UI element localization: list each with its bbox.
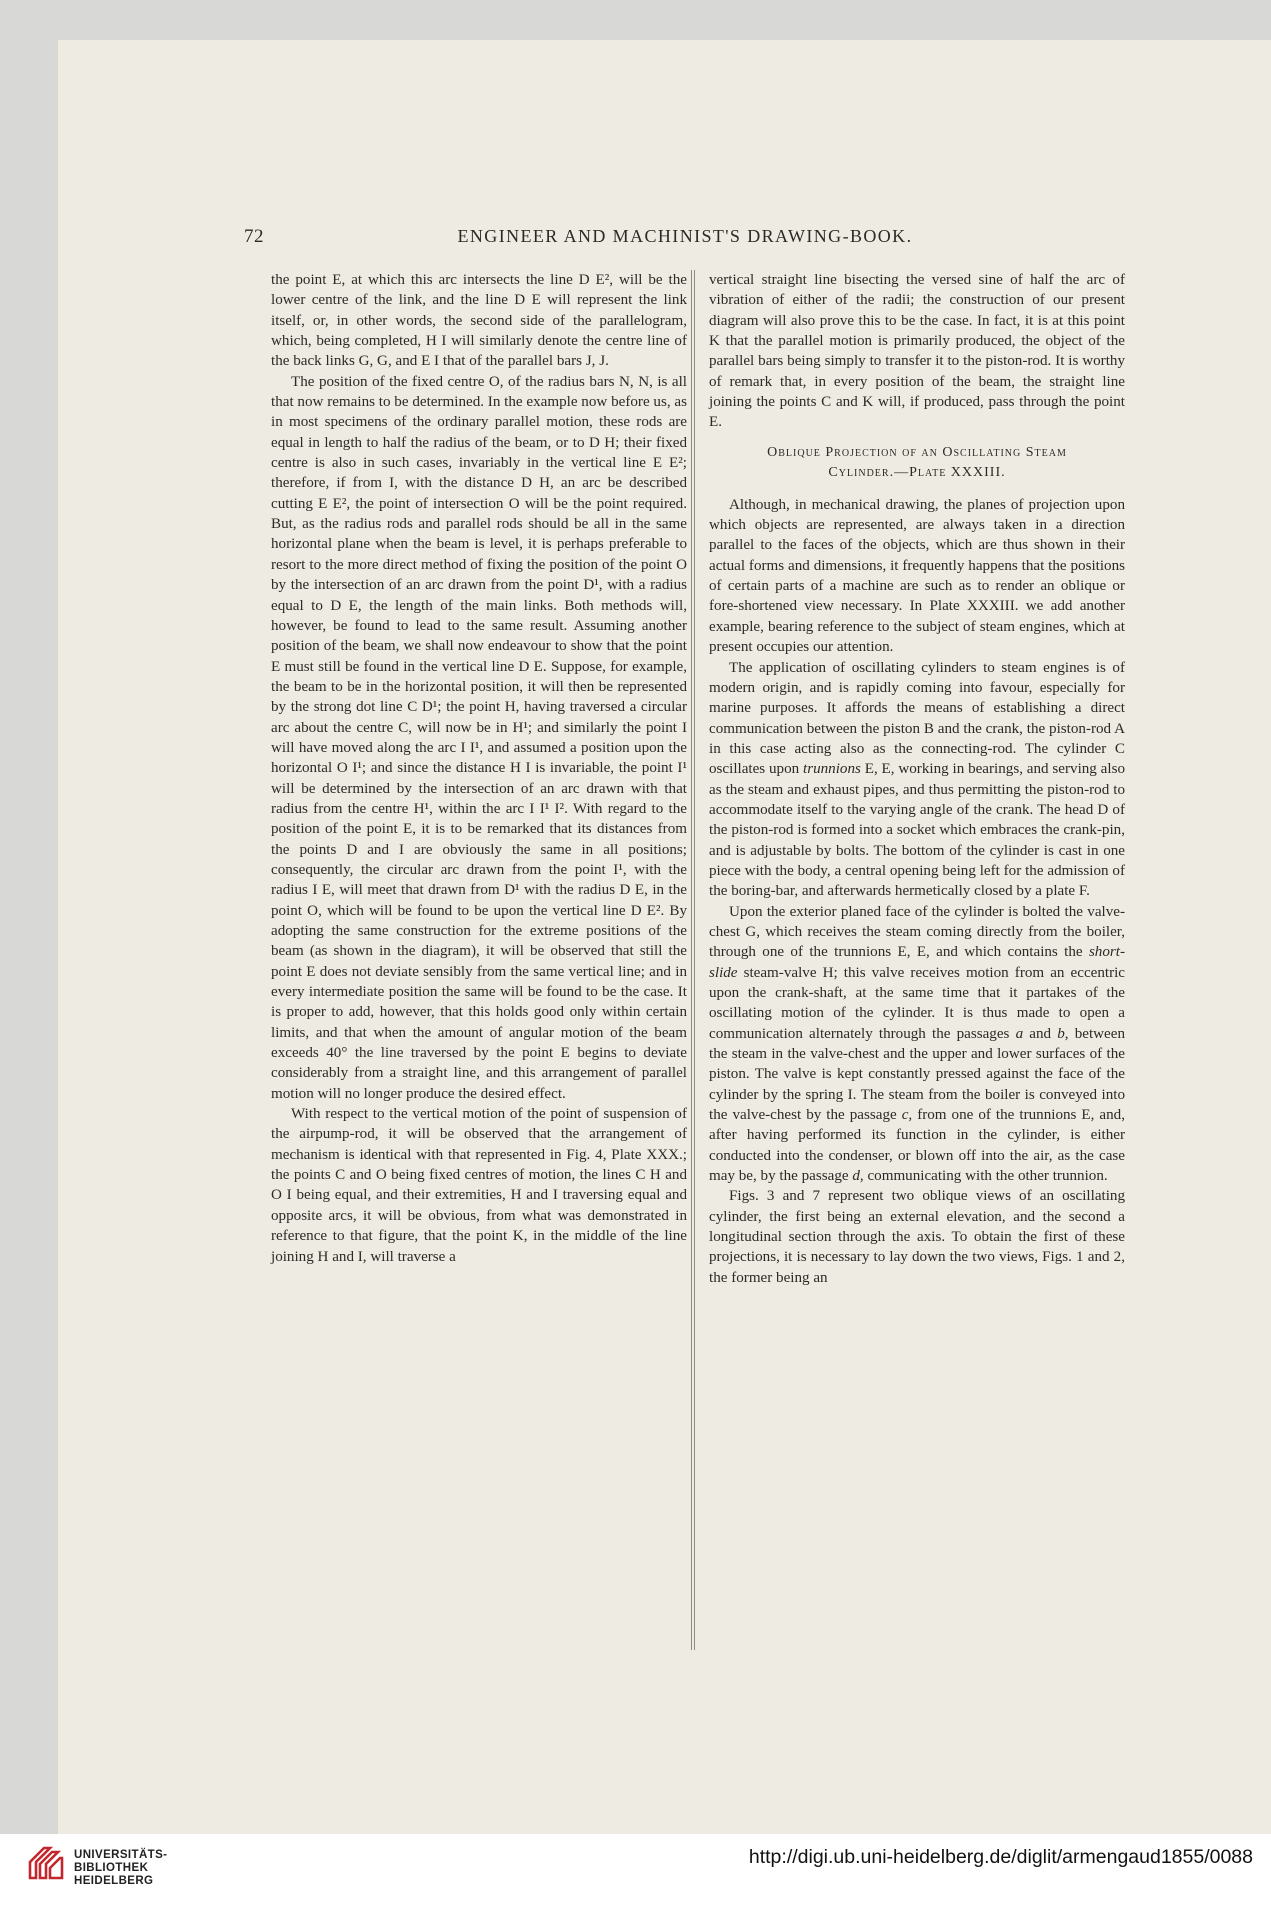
italic-term: trunnions [803,761,861,778]
running-title: ENGINEER AND MACHINIST'S DRAWING-BOOK. [457,226,913,246]
italic-term: short-slide [709,944,1125,981]
page-number: 72 [244,226,264,247]
paragraph: the point E, at which this arc intersects the line D E², will be the lower centre of the link, and the line D E will represent the link itself, or, in other words, the second side of the parallelogram, which, being completed, H I will similarly denote the centre line of the back links G, G, and E I that of the parallel bars J, J. [271,272,687,370]
paragraph: Upon the exterior planed face of the cylinder is bolted the valve-chest G, which receives the steam coming directly from the boiler, through one of the trunnions E, E, and which contains the short-slide steam-valve H; this valve receives motion from an eccentric upon the crank-shaft, at the same time that it partakes of the oscillating motion of the cylinder. It is thus made to open a communication alternately through the passages a and b, between the steam in the valve-chest and the upper and lower surfaces of the piston. The valve is kept constantly pressed against the face of the cylinder by the spring I. The steam from the boiler is conveyed into the valve-chest by the passage c, from one of the trunnions E, and, after having performed its function in the cylinder, is either conducted into the condenser, or blown off into the air, as the case may be, by the passage d, communicating with the other trunnion. [709,903,1125,1185]
italic-term: b [1057,1025,1065,1042]
italic-term: d [852,1168,860,1185]
left-column [271,270,687,1267]
right-column [709,270,1125,1288]
paragraph: Figs. 3 and 7 represent two oblique views of an oscillating cylinder, the first being an external elevation, and the second a longitudinal section through the axis. To obtain the first of these projections, it is necessary to lay down the two views, Figs. 1 and 2, the former being an [709,1188,1125,1286]
paragraph: The application of oscillating cylinders to steam engines is of modern origin, and is rapidly coming into favour, especially for marine purposes. It affords the means of establishing a direct communication between the piston B and the crank, the piston-rod A in this case acting also as the connecting-rod. The cylinder C oscillates upon trunnions E, E, working in bearings, and serving also as the steam and exhaust pipes, and thus permitting the piston-rod to accommodate itself to the varying angle of the crank. The head D of the piston-rod is formed into a socket which embraces the crank-pin, and is adjustable by bolts. The bottom of the cylinder is cast in one piece with the body, a central opening being left for the admission of the boring-bar, and afterwards hermetically closed by a plate F. [709,659,1125,900]
italic-term: c [901,1107,909,1124]
library-name [74,1849,167,1888]
page-header [244,226,1126,248]
paragraph: vertical straight line bisecting the versed sine of half the arc of vibration of either of the radii; the construction of our present diagram will also prove this to be the case. In fact, it is at this point K that the parallel motion is primarily produced, the object of the parallel bars being simply to transfer it to the piston-rod. It is worthy of remark that, in every position of the beam, the straight line joining the points C and K will, if produced, pass through the point E. [709,272,1125,431]
paragraph: The position of the fixed centre O, of the radius bars N, N, is all that now remains to be determined. In the example now before us, as in most specimens of the ordinary parallel motion, these rods are equal in length to half the radius of the beam, or to D H; their fixed centre is also in such cases, invariably in the vertical line E E²; therefore, if from I, with the distance D H, an arc be described cutting E E², the point of intersection O will be the point required. But, as the radius rods and parallel rods should be all in the same horizontal plane when the beam is level, it is perhaps preferable to resort to the more direct method of fixing the position of the point O by the intersection of an arc drawn from the point D¹, with a radius equal to D E, the length of the main links. Both methods will, however, be found to lead to the same result. Assuming another position of the beam, we shall now endeavour to show that the point E must still be found in the vertical line D E. Suppose, for example, the beam to be in the horizontal position, it will then be represented by the strong dot line C D¹; the point H, having traversed a circular arc about the centre C, will now be in H¹; and similarly the point I will have moved along the arc I I¹, and assumed a position upon the horizontal O I¹; and since the distance H I is invariable, the point I¹ will be determined by the intersection of an arc drawn with that radius from the centre H¹, within the arc I I¹ I². With regard to the position of the point E, it is to be remarked that its distances from the points D and I are obviously the same in all positions; consequently, the circular arc drawn from the point I¹, with the radius I E, will meet that drawn from D¹ with the radius D E, in the point O, which will be found to be upon the vertical line D E². By adopting the same construction for the extreme positions of the beam (as shown in the diagram), it will be observed that still the point E does not deviate sensibly from the same vertical line; and in every intermediate position the same will be found to be the case. It is proper to add, however, that this holds good only within certain limits, and that when the amount of angular motion of the beam exceeds 40° the line traversed by the point E begins to deviate considerably from a straight line, and this arrangement of parallel motion will no longer produce the desired effect. [271,373,687,1102]
section-heading [709,443,1125,483]
column-divider [691,270,692,1650]
library-name-line: HEIDELBERG [74,1875,154,1887]
italic-term: a [1015,1025,1024,1042]
section-heading-line: Oblique Projection of an Oscillating Steam [767,444,1067,460]
paragraph: Although, in mechanical drawing, the planes of projection upon which objects are represented, are always taken in a direction parallel to the faces of the objects, which are thus shown in their actual forms and dimensions, it frequently happens that the positions of certain parts of a machine are such as to render an oblique or fore-shortened view necessary. In Plate XXXIII. we add another example, bearing reference to the subject of steam engines, which at present occupies our attention. [709,496,1125,656]
library-name-line: BIBLIOTHEK [74,1862,149,1874]
section-heading-line: Cylinder.—Plate XXXIII. [828,464,1006,480]
library-name-line: UNIVERSITÄTS- [74,1849,168,1861]
source-url-link[interactable]: http://digi.ub.uni-heidelberg.de/diglit/armengaud1855/0088 [748,1846,1253,1868]
paragraph: With respect to the vertical motion of the point of suspension of the airpump-rod, it will be observed that the arrangement of mechanism is identical with that represented in Fig. 4, Plate XXX.; the points C and O being fixed centres of motion, the lines C H and O I being equal, and their extremities, H and I traversing equal and opposite arcs, it will be obvious, from what was demonstrated in reference to that figure, that the point K, in the middle of the line joining H and I, will traverse a [271,1106,687,1265]
ub-heidelberg-logo-icon[interactable] [26,1842,66,1882]
